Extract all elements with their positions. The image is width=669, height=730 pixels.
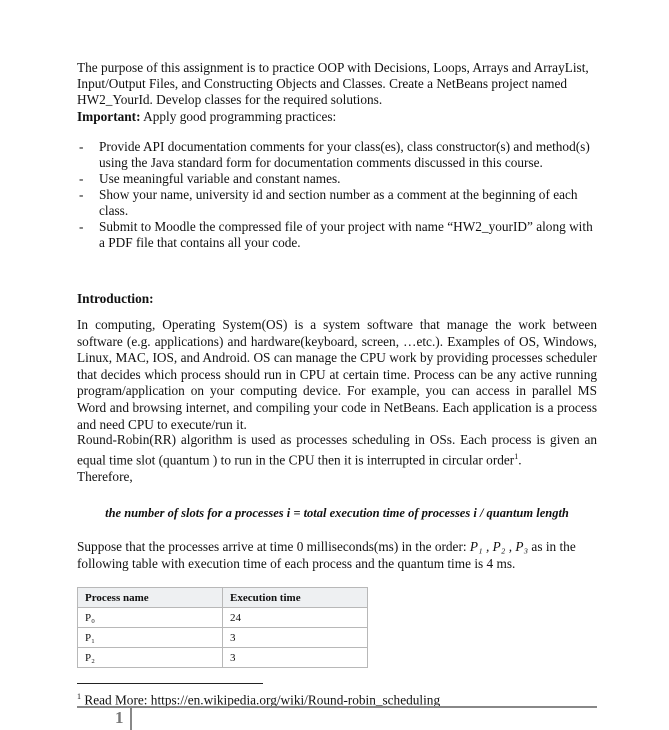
rr-paragraph <box>77 432 597 485</box>
footnote-ref[interactable]: 1 <box>514 451 519 461</box>
intro-os-paragraph: In computing, Operating System(OS) is a system software that manage the work between software (e.g. applications) and hardware(keyboard, screen, …etc.). Examples of OS, Windows, Linux, MAC, IOS, and Android. OS can manage the CPU work by providing processes scheduler that decides which process should run in CPU at certain time. Process can be any active running program/application on your computing device. For example, you can access in parallel MS Word and browsing internet, and compiling your code in NetBeans. Each application is a process and need CPU to execute/run it. <box>77 317 597 432</box>
rr-end: . <box>518 452 522 468</box>
header-process-name: Process name <box>78 588 223 608</box>
process-list: P₁ , P₂ , P₃ <box>469 539 529 554</box>
important-text: Apply good programming practices: <box>140 109 337 124</box>
list-item: - Provide API documentation comments for your class(es), class constructor(s) and method(s) using the Java standard form for documentation comments discussed in this course. <box>77 139 595 171</box>
header-execution-time: Execution time <box>223 588 368 608</box>
cell: 3 <box>223 648 368 668</box>
cell: 24 <box>223 608 368 628</box>
list-item: - Use meaningful variable and constant names. <box>77 171 595 187</box>
list-item: - Show your name, university id and section number as a comment at the beginning of each class. <box>77 187 595 219</box>
suppose-text-end: as in the following table with execution time of each process and the quantum time is 4 ms. <box>77 539 576 571</box>
practices-list <box>77 139 597 251</box>
cell: P₂ <box>78 648 223 668</box>
page-number-divider <box>130 708 132 730</box>
table-row <box>78 608 368 628</box>
cell: P₀ <box>78 608 223 628</box>
section-heading: Introduction: <box>77 291 154 306</box>
page-number: 1 <box>115 708 124 727</box>
formula: the number of slots for a processes i = total execution time of processes i / quantum length <box>105 506 569 520</box>
important-note <box>77 109 597 125</box>
rr-text: Round-Robin(RR) algorithm is used as processes scheduling in OSs. Each process is given an equal time slot (quantum ) to run in the CPU then it is interrupted in circular order <box>77 432 597 468</box>
suppose-paragraph <box>77 539 597 572</box>
suppose-text: Suppose that the processes arrive at time 0 milliseconds(ms) in the order: <box>77 539 470 554</box>
footnote-separator <box>77 683 263 684</box>
therefore-text: Therefore, <box>77 468 133 484</box>
process-table <box>77 587 368 668</box>
cell: 3 <box>223 628 368 648</box>
table-row <box>78 648 368 668</box>
table-header-row <box>78 588 368 608</box>
list-item: - Submit to Moodle the compressed file of your project with name “HW2_yourID” along with a PDF file that contains all your code. <box>77 219 595 251</box>
footnote-text[interactable]: Read More: https://en.wikipedia.org/wiki/Round-robin_scheduling <box>81 692 441 708</box>
cell: P₁ <box>78 628 223 648</box>
table-row <box>78 628 368 648</box>
important-label: Important: <box>77 109 141 124</box>
intro-paragraph: The purpose of this assignment is to practice OOP with Decisions, Loops, Arrays and ArrayList, Input/Output Files, and Constructing Objects and Classes. Create a NetBeans project named HW2_YourId. Develop classes for the required solutions. <box>77 60 589 107</box>
page-footer-line <box>77 706 597 708</box>
footnote-mark: 1 <box>77 692 81 701</box>
